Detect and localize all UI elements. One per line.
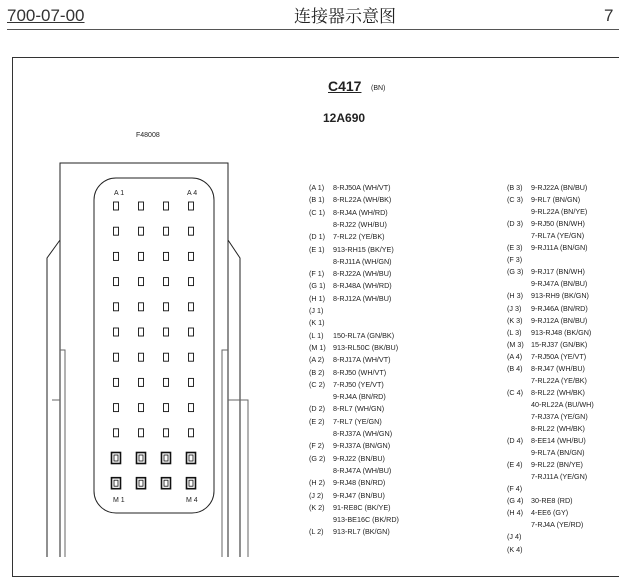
circuit-code: 7-RL7 (YE/GN) <box>333 416 382 426</box>
pin-id: (E 3) <box>507 243 523 253</box>
pin-label-a4: A 4 <box>187 190 198 197</box>
pin-cavity <box>139 202 144 210</box>
pin-cavity <box>164 303 169 311</box>
pin-cavity <box>189 328 194 336</box>
pin-id: (E 4) <box>507 460 523 470</box>
circuit-code: 9-RL22 (BN/YE) <box>531 460 583 470</box>
pin-cavity-inner <box>139 455 143 461</box>
pin-id: (B 4) <box>507 363 523 373</box>
pin-cavity <box>139 378 144 386</box>
pin-cavity <box>112 478 121 489</box>
connector-part-number: 12A690 <box>323 111 366 125</box>
figure-id: F48008 <box>136 132 160 139</box>
pin-id: (C 4) <box>507 387 523 397</box>
circuit-code: 8-RL22 (WH/BK) <box>531 387 585 397</box>
circuit-code: 150-RL7A (GN/BK) <box>333 330 395 340</box>
circuit-code: 8-RJ17A (WH/VT) <box>333 355 391 365</box>
pin-cavity <box>164 252 169 260</box>
pin-id: (L 3) <box>507 327 522 337</box>
circuit-code: 913-RL7 (BK/GN) <box>333 527 390 537</box>
pin-id: (B 3) <box>507 183 523 192</box>
pin-id: (F 4) <box>507 484 523 494</box>
pin-cavity <box>189 404 194 412</box>
circuit-code: 7-RJ50 (YE/VT) <box>333 379 384 389</box>
pin-id: (E 1) <box>309 244 325 254</box>
pin-cavity <box>164 378 169 386</box>
circuit-code: 8-RJ22 (WH/BU) <box>333 219 387 229</box>
pin-cavity-inner <box>114 480 118 486</box>
circuit-code: 9-RJ17 (BN/WH) <box>531 267 585 277</box>
pin-cavity-inner <box>114 455 118 461</box>
pin-cavity <box>189 227 194 235</box>
circuit-code: 8-RJ4A (WH/RD) <box>333 207 388 217</box>
pin-cavity <box>139 252 144 260</box>
housing-outline <box>60 163 228 557</box>
circuit-code: 9-RJ4A (BN/RD) <box>333 392 386 402</box>
pin-cavity <box>114 353 119 361</box>
circuit-code: 8-RJ47 (WH/BU) <box>531 363 585 373</box>
pin-cavity-inner <box>189 480 193 486</box>
pin-label-a1: A 1 <box>114 190 125 197</box>
circuit-code: 7-RJ50A (YE/VT) <box>531 351 587 361</box>
circuit-code: 9-RJ12A (BN/BU) <box>531 315 588 325</box>
pin-cavity <box>114 378 119 386</box>
pin-cavity-inner <box>164 455 168 461</box>
pin-cavity <box>114 202 119 210</box>
circuit-code: 913-RH9 (BK/GN) <box>531 291 589 301</box>
pin-cavity <box>187 453 196 464</box>
pin-cavity <box>164 278 169 286</box>
circuit-code: 9-RL22A (BN/YE) <box>531 207 588 217</box>
circuit-code: 40-RL22A (BU/WH) <box>531 399 594 409</box>
pin-id: (H 1) <box>309 293 325 303</box>
pin-cavity-inner <box>139 480 143 486</box>
circuit-code: 91-RE8C (BK/YE) <box>333 502 391 512</box>
pin-cavity <box>189 303 194 311</box>
pin-label-m4: M 4 <box>186 497 198 504</box>
pin-id: (D 2) <box>309 404 325 414</box>
document-number: 700-07-00 <box>7 6 85 25</box>
pin-id: (H 2) <box>309 478 325 488</box>
pin-id: (M 3) <box>507 339 524 349</box>
pin-id: (K 3) <box>507 315 523 325</box>
pin-cavity <box>189 353 194 361</box>
circuit-code: 913-RL50C (BK/BU) <box>333 342 399 352</box>
pin-id: (G 2) <box>309 453 326 463</box>
pin-cavity <box>137 453 146 464</box>
pin-id: (D 1) <box>309 232 325 242</box>
circuit-code: 9-RJ47 (BN/BU) <box>333 490 385 500</box>
circuit-code: 9-RL7A (BN/GN) <box>531 448 585 458</box>
pin-cavity-inner <box>189 455 193 461</box>
circuit-code: 9-RJ22 (BN/BU) <box>333 453 385 463</box>
pin-id: (F 1) <box>309 269 325 279</box>
pin-cavity <box>189 252 194 260</box>
pin-cavity <box>114 328 119 336</box>
pin-id: (B 2) <box>309 367 325 377</box>
pin-id: (H 4) <box>507 508 523 518</box>
latch-left <box>47 240 60 557</box>
pin-id: (F 2) <box>309 441 325 451</box>
pin-cavity <box>189 378 194 386</box>
circuit-code: 8-RJ22A (WH/BU) <box>333 269 392 279</box>
circuit-code: 9-RJ48 (BN/RD) <box>333 478 386 488</box>
page-title: 连接器示意图 <box>294 7 396 27</box>
pin-id: (D 4) <box>507 436 523 446</box>
pin-id: (D 3) <box>507 219 523 229</box>
circuit-code: 8-RJ12A (WH/BU) <box>333 293 392 303</box>
pin-cavity <box>164 202 169 210</box>
circuit-code: 913-RJ48 (BK/GN) <box>531 327 592 337</box>
circuit-code: 15-RJ37 (GN/BK) <box>531 339 588 349</box>
circuit-code: 9-RL7 (BN/GN) <box>531 195 581 205</box>
circuit-code: 8-RJ47A (WH/BU) <box>333 465 392 475</box>
circuit-code: 9-RJ50 (BN/WH) <box>531 219 585 229</box>
pin-cavity <box>139 278 144 286</box>
circuit-code: 8-RJ50 (WH/VT) <box>333 367 387 377</box>
pin-cavity <box>114 252 119 260</box>
circuit-code: 913-BE16C (BK/RD) <box>333 515 399 525</box>
pin-id: (A 2) <box>309 355 325 365</box>
pin-id: (H 3) <box>507 291 523 301</box>
pin-cavity <box>164 404 169 412</box>
circuit-code: 8-RJ37A (WH/GN) <box>333 429 393 438</box>
circuit-code: 9-RJ46A (BN/RD) <box>531 303 588 313</box>
circuit-code: 7-RJ11A (YE/GN) <box>531 472 588 482</box>
pin-cavity <box>114 303 119 311</box>
pin-grid <box>112 202 196 489</box>
pin-cavity <box>164 227 169 235</box>
pin-cavity <box>164 328 169 336</box>
circuit-code: 8-RJ48A (WH/RD) <box>333 281 392 291</box>
pin-cavity <box>139 404 144 412</box>
circuit-code: 7-RJ4A (YE/RD) <box>531 520 584 530</box>
circuit-code: 8-RJ50A (WH/VT) <box>333 183 391 192</box>
circuit-code: 7-RL22A (YE/BK) <box>531 375 587 385</box>
connector-name: C417 <box>328 78 362 94</box>
pin-id: (J 1) <box>309 306 324 315</box>
pin-cavity <box>164 429 169 437</box>
circuit-code: 8-RL22 (WH/BK) <box>531 424 585 433</box>
pin-id: (C 1) <box>309 207 325 217</box>
pin-id: (B 1) <box>309 195 325 205</box>
connector-color: (BN) <box>371 85 386 92</box>
pin-id: (J 2) <box>309 490 324 500</box>
pin-cavity <box>114 227 119 235</box>
pin-id: (G 3) <box>507 267 524 277</box>
circuit-code: 7-RL7A (YE/GN) <box>531 231 585 241</box>
circuit-code: 7-RJ37A (YE/GN) <box>531 411 588 421</box>
pin-cavity <box>112 453 121 464</box>
pin-id: (E 2) <box>309 416 325 426</box>
circuit-code: 9-RJ37A (BN/GN) <box>333 441 391 451</box>
pin-cavity <box>139 429 144 437</box>
page-number: 7 <box>604 6 614 25</box>
pin-cavity <box>114 278 119 286</box>
circuit-code: 8-RL7 (WH/GN) <box>333 404 385 414</box>
pin-cavity <box>162 453 171 464</box>
pin-id: (K 2) <box>309 502 325 512</box>
pin-cavity-inner <box>164 480 168 486</box>
pin-id: (A 4) <box>507 351 523 361</box>
pin-cavity <box>139 227 144 235</box>
pin-id: (A 1) <box>309 183 325 192</box>
pin-id: (C 3) <box>507 195 523 205</box>
pin-cavity <box>137 478 146 489</box>
pin-id: (C 2) <box>309 379 325 389</box>
pin-cavity <box>139 303 144 311</box>
pin-id: (K 4) <box>507 544 523 554</box>
circuit-code: 8-RJ11A (WH/GN) <box>333 256 392 266</box>
pin-cavity <box>139 328 144 336</box>
pin-id: (K 1) <box>309 318 325 328</box>
pin-cavity <box>189 278 194 286</box>
circuit-code: 8-RL22A (WH/BK) <box>333 195 392 205</box>
pin-cavity <box>114 404 119 412</box>
circuit-code: 9-RJ22A (BN/BU) <box>531 183 588 192</box>
latch-right <box>228 240 240 557</box>
pin-id: (J 4) <box>507 532 522 542</box>
pin-cavity <box>114 429 119 437</box>
circuit-code: 9-RJ47A (BN/BU) <box>531 279 588 289</box>
circuit-code: 30-RE8 (RD) <box>531 496 573 506</box>
pin-id: (G 4) <box>507 496 524 506</box>
pin-cavity <box>162 478 171 489</box>
pin-id: (L 1) <box>309 330 324 340</box>
circuit-code: 7-RL22 (YE/BK) <box>333 232 385 242</box>
pin-id: (M 1) <box>309 342 326 352</box>
pin-id: (F 3) <box>507 255 523 265</box>
pin-label-m1: M 1 <box>113 497 125 504</box>
pin-id: (L 2) <box>309 527 324 537</box>
circuit-code: 4-EE6 (GY) <box>531 508 569 518</box>
circuit-code: 913-RH15 (BK/YE) <box>333 244 394 254</box>
circuit-code: 8-EE14 (WH/BU) <box>531 436 586 446</box>
pin-id: (J 3) <box>507 303 522 313</box>
pin-cavity <box>189 202 194 210</box>
pin-cavity <box>139 353 144 361</box>
pin-cavity <box>189 429 194 437</box>
circuit-code: 9-RJ11A (BN/GN) <box>531 243 588 253</box>
pin-cavity <box>187 478 196 489</box>
pin-id: (G 1) <box>309 281 326 291</box>
pin-cavity <box>164 353 169 361</box>
